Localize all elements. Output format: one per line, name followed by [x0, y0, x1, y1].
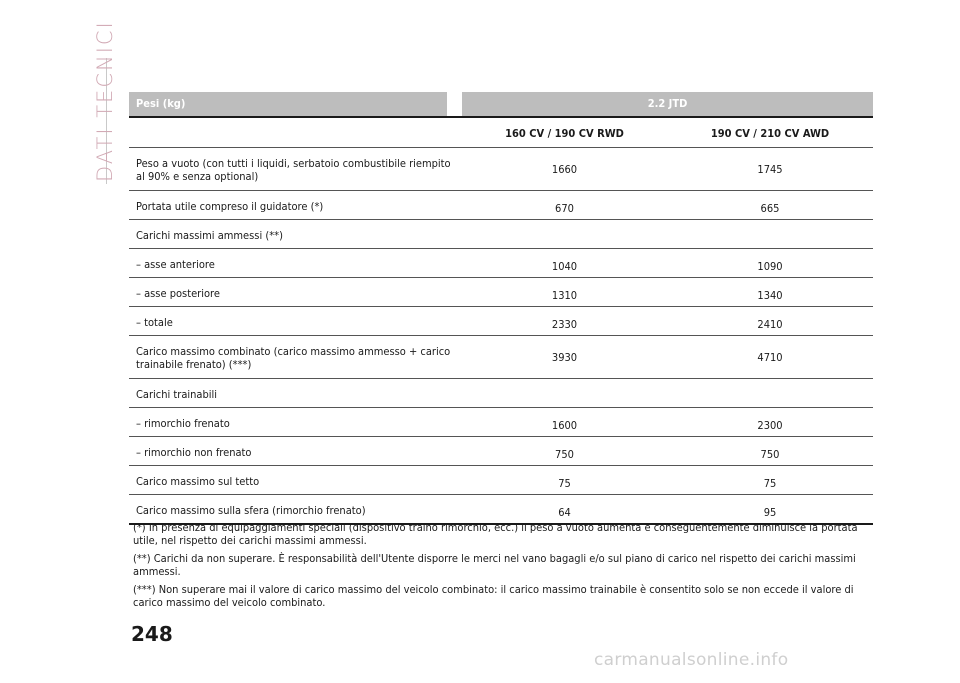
row-value-col1: 75 [558, 477, 571, 490]
header-gap [447, 92, 462, 116]
col2-header: 190 CV / 210 CV AWD [710, 127, 830, 140]
table-row [129, 379, 873, 408]
row-label: Peso a vuoto (con tutti i liquidi, serbatoio combustibile riempito al 90% e senza optional) [136, 157, 451, 183]
section-tab [78, 20, 117, 186]
table-row [129, 336, 873, 379]
row-value-col2 [667, 379, 873, 407]
footnotes [133, 521, 873, 614]
row-value-col1: 1310 [551, 289, 578, 302]
row-label: – rimorchio frenato [136, 417, 230, 430]
table-row [129, 249, 873, 278]
row-value-col1: 64 [558, 506, 571, 519]
table-row [129, 437, 873, 466]
footnote: (***) Non superare mai il valore di carico massimo del veicolo combinato: il carico massimo trainabile è consentito solo se non eccede il valore di carico massimo del veicolo combinato. [133, 583, 854, 609]
row-value-col2: 750 [760, 448, 780, 461]
footnote: (**) Carichi da non superare. È responsabilità dell'Utente disporre le merci nel vano bagagli e/o sul piano di carico nel rispetto dei carichi massimi ammessi. [133, 552, 856, 578]
row-label: Carichi trainabili [136, 388, 218, 401]
row-value-col1: 2330 [551, 318, 578, 331]
row-value-col2: 1340 [757, 289, 783, 302]
watermark: carmanualsonline.info [594, 650, 789, 670]
row-label: Carichi massimi ammessi (**) [136, 229, 283, 242]
row-label: Carico massimo sul tetto [136, 475, 260, 488]
weights-table [129, 92, 873, 525]
row-value-col1: 670 [555, 202, 574, 215]
row-value-col1: 750 [555, 448, 574, 461]
header-weights: Pesi (kg) [129, 92, 447, 116]
row-value-col1: 3930 [551, 351, 578, 364]
col1-header: 160 CV / 190 CV RWD [505, 127, 624, 140]
table-row [129, 307, 873, 336]
table-row [129, 220, 873, 249]
header-engine: 2.2 JTD [462, 92, 873, 116]
row-label: – asse posteriore [136, 287, 220, 300]
row-value-col2: 1745 [757, 163, 783, 176]
row-value-col1: 1660 [551, 163, 578, 176]
row-value-col1: 1600 [551, 419, 578, 432]
table-row [129, 191, 873, 220]
table-row [129, 408, 873, 437]
table-header [129, 92, 873, 116]
row-label: – asse anteriore [136, 258, 215, 271]
table-row [129, 148, 873, 191]
row-value-col1: 1040 [551, 260, 578, 273]
table-row [129, 278, 873, 307]
row-value-col2: 1090 [757, 260, 783, 273]
row-label: – rimorchio non frenato [136, 446, 252, 459]
row-value-col2 [667, 220, 873, 248]
table-subheader [129, 116, 873, 148]
row-value-col1 [462, 220, 667, 248]
row-value-col1 [462, 379, 667, 407]
row-value-col2: 2410 [757, 318, 783, 331]
row-label: – totale [136, 316, 173, 329]
page-number: 248 [131, 622, 173, 646]
row-value-col2: 2300 [757, 419, 783, 432]
section-tab-label: DATI TECNICI [93, 20, 117, 182]
row-value-col2: 95 [763, 506, 777, 519]
footnote: (*) In presenza di equipaggiamenti speciali (dispositivo traino rimorchio, ecc.) il peso a vuoto aumenta e conseguentemente diminuisce la portata utile, nel rispetto dei carichi massimi ammessi. [133, 521, 858, 547]
row-value-col2: 75 [763, 477, 777, 490]
table-row [129, 466, 873, 495]
subheader-blank [129, 118, 462, 147]
row-value-col2: 4710 [757, 351, 783, 364]
row-label: Carico massimo sulla sfera (rimorchio frenato) [136, 504, 366, 517]
row-label: Carico massimo combinato (carico massimo ammesso + carico trainabile frenato) (***) [136, 345, 451, 371]
row-label: Portata utile compreso il guidatore (*) [136, 200, 324, 213]
row-value-col2: 665 [760, 202, 780, 215]
